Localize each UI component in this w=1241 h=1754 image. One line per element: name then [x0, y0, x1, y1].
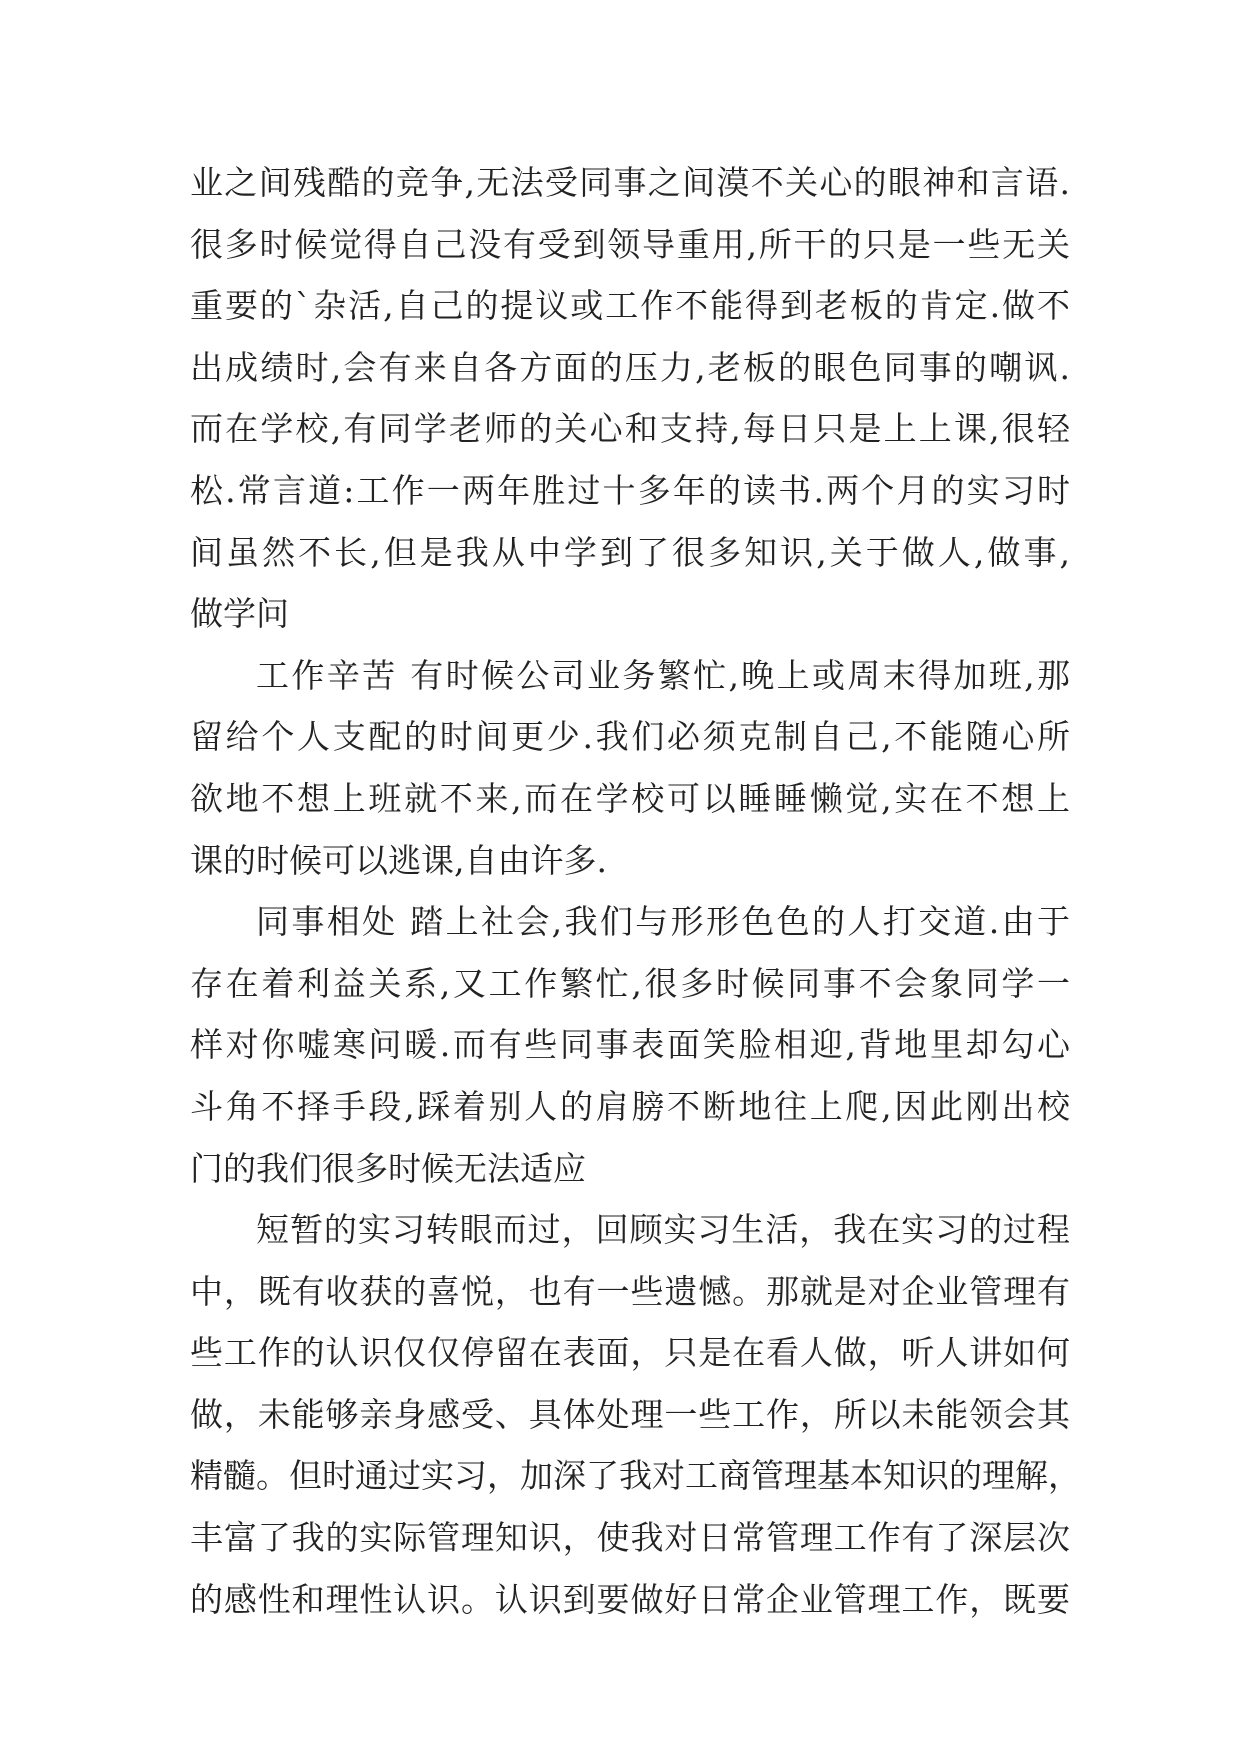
text-line: 些工作的认识仅仅停留在表面，只是在看人做，听人讲如何 [190, 1333, 1070, 1373]
text-line: 的感性和理性认识。认识到要做好日常企业管理工作，既要 [190, 1579, 1070, 1619]
text-line: 重要的`杂活,自己的提议或工作不能得到老板的肯定.做不 [190, 286, 1070, 326]
paragraph-4 [190, 1199, 1081, 1630]
text-line: 斗角不择手段,踩着别人的肩膀不断地往上爬,因此刚出校 [190, 1086, 1070, 1126]
text-line: 而在学校,有同学老师的关心和支持,每日只是上上课,很轻 [190, 409, 1070, 449]
text-line: 间虽然不长,但是我从中学到了很多知识,关于做人,做事, [190, 532, 1070, 572]
text-line: 课的时候可以逃课,自由许多. [190, 840, 607, 880]
text-line: 中，既有收获的喜悦，也有一些遗憾。那就是对企业管理有 [190, 1271, 1070, 1311]
text-line: 短暂的实习转眼而过，回顾实习生活，我在实习的过程 [256, 1210, 1070, 1250]
text-line: 欲地不想上班就不来,而在学校可以睡睡懒觉,实在不想上 [190, 778, 1070, 818]
text-line: 精髓。但时通过实习，加深了我对工商管理基本知识的理解， [190, 1456, 1081, 1496]
text-line: 出成绩时,会有来自各方面的压力,老板的眼色同事的嘲讽. [190, 347, 1070, 387]
text-line: 丰富了我的实际管理知识，使我对日常管理工作有了深层次 [190, 1518, 1070, 1558]
paragraph-1 [190, 152, 1070, 645]
text-line: 松.常言道:工作一两年胜过十多年的读书.两个月的实习时 [190, 470, 1070, 510]
text-line: 业之间残酷的竞争,无法受同事之间漠不关心的眼神和言语. [190, 163, 1070, 202]
text-line: 留给个人支配的时间更少.我们必须克制自己,不能随心所 [190, 717, 1070, 757]
text-line: 样对你嘘寒问暖.而有些同事表面笑脸相迎,背地里却勾心 [190, 1025, 1070, 1065]
text-line: 工作辛苦 有时候公司业务繁忙,晚上或周末得加班,那 [256, 655, 1070, 695]
body-text [190, 152, 1081, 1630]
text-line: 同事相处 踏上社会,我们与形形色色的人打交道.由于 [256, 902, 1070, 942]
text-line: 做学问 [190, 594, 289, 634]
text-line: 存在着利益关系,又工作繁忙,很多时候同事不会象同学一 [190, 963, 1070, 1003]
text-line: 很多时候觉得自己没有受到领导重用,所干的只是一些无关 [190, 224, 1070, 264]
text-line: 做，未能够亲身感受、具体处理一些工作，所以未能领会其 [190, 1394, 1070, 1434]
text-line: 门的我们很多时候无法适应 [190, 1148, 586, 1188]
paragraph-2 [190, 645, 1070, 891]
paragraph-3 [190, 891, 1070, 1199]
